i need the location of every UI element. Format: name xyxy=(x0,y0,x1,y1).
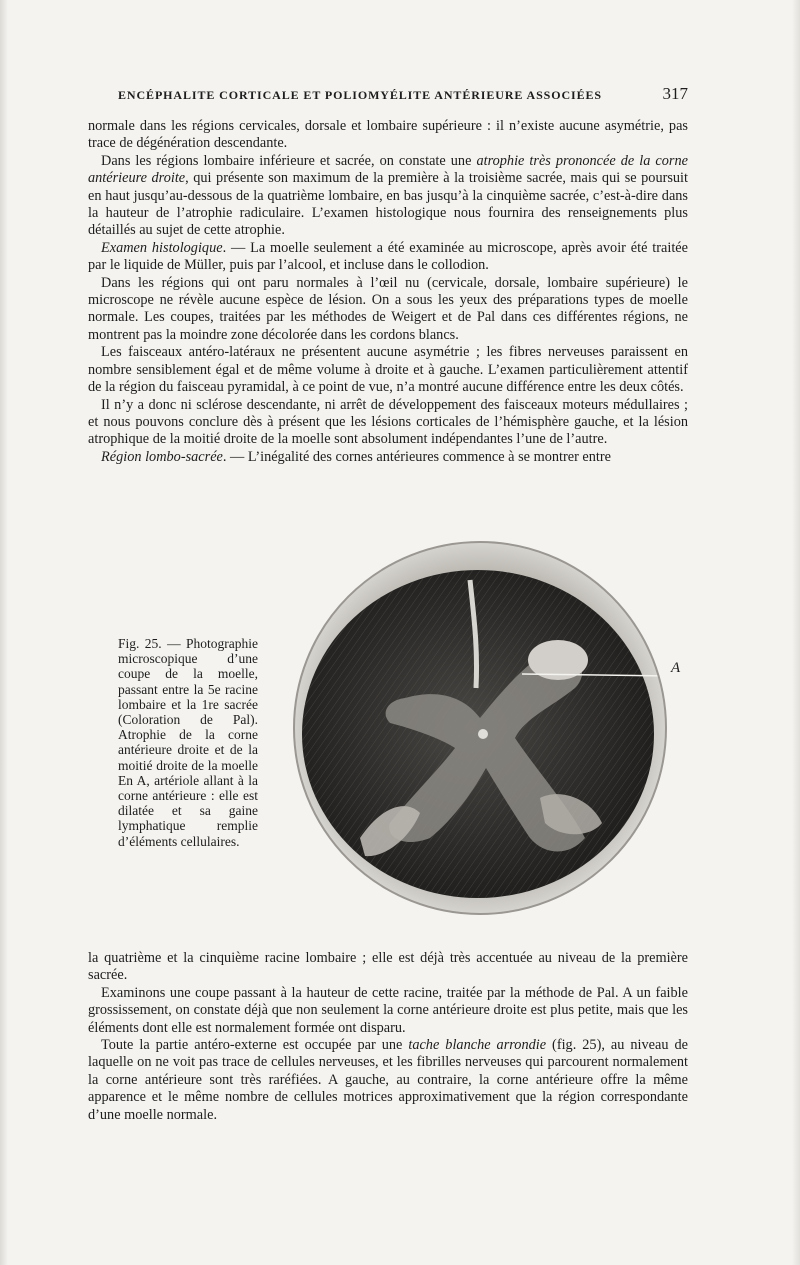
paragraph xyxy=(88,275,688,345)
paragraph-text: normale dans les régions cervicales, dorsale et lombaire supérieure : il n’existe aucune asymétrie, pas trace de dégénération descendante. xyxy=(88,118,688,152)
paragraph xyxy=(88,397,688,449)
paragraph xyxy=(88,344,688,396)
paragraph xyxy=(88,118,688,153)
paragraph-text: Les faisceaux antéro-latéraux ne présentent aucune asymétrie ; les fibres nerveuses paraissent en nombre sensiblement égal et de même volume à droite et à gauche. L’examen particulièrement attentif de la région du faisceau pyramidal, à ce point de vue, n’a montré aucune différence entre les deux côtés. xyxy=(88,344,688,396)
central-canal xyxy=(478,729,488,739)
emphasis-text: atrophie très prononcée de la corne antérieure droite xyxy=(88,152,688,187)
emphasis-text: tache blanche arrondie xyxy=(408,1037,547,1054)
paragraph xyxy=(88,449,688,466)
paragraph-text: Il n’y a donc ni sclérose descendante, ni arrêt de développement des faisceaux moteurs médullaires ; et nous pouvons conclure dès à présent que les lésions corticales de l’hémisphère gauche, et la lésion atrophique de la moitié droite de la moelle sont absolument indépendantes l’une de l’autre. xyxy=(88,396,688,448)
paragraph-text: la quatrième et la cinquième racine lombaire ; elle est déjà très accentuée au niveau de la première sacrée. xyxy=(88,950,688,984)
paragraph-text: Dans les régions qui ont paru normales à l’œil nu (cervicale, dorsale, lombaire supérieure) le microscope ne révèle aucune espèce de lésion. On a sous les yeux des préparations types de moelle normale. Les coupes, traitées par les méthodes de Weigert et de Pal dans ces différentes régions, ne montrent pas la moindre zone décolorée dans les cordons blancs. xyxy=(88,274,688,343)
paragraph-text: . — La moelle seulement a été examinée au microscope, après avoir été traitée par le liquide de Müller, puis par l’alcool, et incluse dans le collodion. xyxy=(88,239,688,274)
paragraph xyxy=(88,985,688,1037)
section-heading-inline: Région lombo-sacrée xyxy=(101,448,223,465)
callout-label-a: A xyxy=(671,660,681,676)
page-number: 317 xyxy=(662,84,688,103)
running-header xyxy=(118,84,688,104)
paragraph-text: Examinons une coupe passant à la hauteur de cette racine, traitée par la méthode de Pal. A un faible grossissement, on constate déjà que non seulement la corne antérieure droite est plus petite, mais que les éléments dont elle est normalement formée ont disparu. xyxy=(88,984,688,1036)
paragraph-text: (fig. 25), au niveau de laquelle on ne voit pas trace de cellules nerveuses, et les fibrilles nerveuses qui parcourent normalement la corne antérieure sont très raréfiées. A gauche, au contraire, la corne antérieure offre la même apparence et le même nombre de cellules motrices approximativement que la région correspondante d’une moelle normale. xyxy=(88,1037,688,1123)
paragraph xyxy=(88,1037,688,1124)
paragraph-text: , qui présente son maximum de la première à la troisième sacrée, mais qui se poursuit en haut jusqu’au-dessous de la quatrième lombaire, en bas jusqu’à la cinquième sacrée, c’est-à-dire dans la hauteur de l’atrophie radiculaire. L’examen histologique nous fournira des renseignements plus détaillés au sujet de cette atrophie. xyxy=(88,170,689,239)
spinal-cord-section-image xyxy=(290,538,670,918)
paragraph-text: Dans les régions lombaire inférieure et sacrée, on constate une xyxy=(101,152,477,169)
paragraph-text: Toute la partie antéro-externe est occupée par une xyxy=(101,1037,409,1054)
section-heading-inline: Examen histologique xyxy=(101,239,223,256)
paragraph-text: . — L’inégalité des cornes antérieures commence à se montrer entre xyxy=(222,448,611,465)
running-title: ENCÉPHALITE CORTICALE ET POLIOMYÉLITE ANTÉRIEURE ASSOCIÉES xyxy=(118,88,603,102)
paragraph xyxy=(88,153,688,240)
micrograph-figure xyxy=(290,538,670,918)
paragraph xyxy=(88,950,688,985)
paragraph xyxy=(88,240,688,275)
body-text-bottom xyxy=(88,950,688,1124)
body-text-top xyxy=(88,118,688,466)
figure-caption: Fig. 25. — Photographie microscopique d’une coupe de la moelle, passant entre la 5e racine lombaire et la 1re sacrée (Coloration de Pal). Atrophie de la corne antérieure droite et de la moitié droite de la moelle En A, artériole allant à la corne antérieure : elle est dilatée et sa gaine lymphatique remplie d’éléments cellulaires. xyxy=(118,636,258,849)
